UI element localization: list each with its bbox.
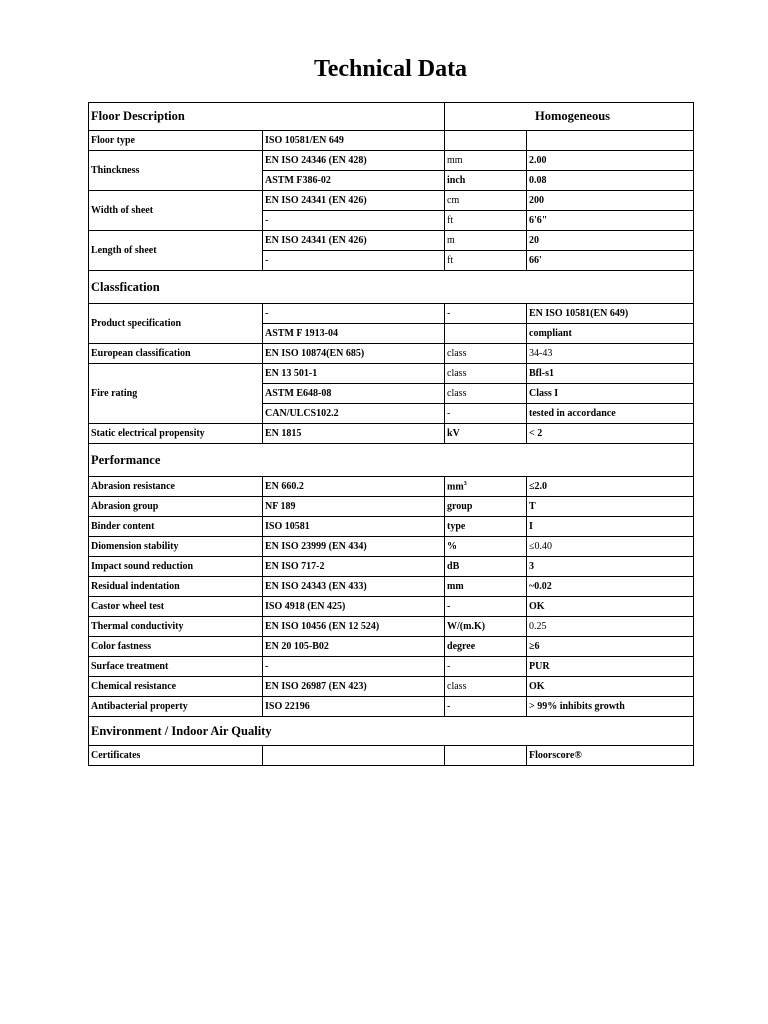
floor-description-label: Floor Description (89, 103, 445, 131)
row-unit: dB (445, 557, 527, 577)
row-value: ~0.02 (527, 577, 694, 597)
row-standard: ASTM F386-02 (263, 171, 445, 191)
table-row (89, 677, 694, 697)
row-unit: % (445, 537, 527, 557)
row-unit: cm (445, 191, 527, 211)
row-value: PUR (527, 657, 694, 677)
row-value: EN ISO 10581(EN 649) (527, 304, 694, 324)
row-standard: EN ISO 24341 (EN 426) (263, 191, 445, 211)
table-row (89, 424, 694, 444)
table-row (89, 131, 694, 151)
section-title-performance: Performance (89, 444, 694, 477)
row-value: > 99% inhibits growth (527, 697, 694, 717)
table-row (89, 517, 694, 537)
row-unit: - (445, 697, 527, 717)
row-label: Fire rating (89, 364, 263, 424)
row-label: Residual indentation (89, 577, 263, 597)
table-row (89, 617, 694, 637)
row-unit: degree (445, 637, 527, 657)
section-header-row (89, 444, 694, 477)
row-unit: mm (445, 577, 527, 597)
row-label: Castor wheel test (89, 597, 263, 617)
row-unit (445, 746, 527, 766)
row-value: 20 (527, 231, 694, 251)
row-label: Product specification (89, 304, 263, 344)
row-value: ≤2.0 (527, 477, 694, 497)
row-standard: ISO 10581 (263, 517, 445, 537)
table-header-row (89, 103, 694, 131)
row-standard: ISO 4918 (EN 425) (263, 597, 445, 617)
row-standard: EN 13 501-1 (263, 364, 445, 384)
row-unit: ft (445, 211, 527, 231)
row-standard: EN 660.2 (263, 477, 445, 497)
row-value: ≤0.40 (527, 537, 694, 557)
row-unit (445, 131, 527, 151)
row-value: 3 (527, 557, 694, 577)
table-row (89, 191, 694, 211)
row-label: European classification (89, 344, 263, 364)
row-value: OK (527, 677, 694, 697)
table-row (89, 344, 694, 364)
row-unit: - (445, 597, 527, 617)
table-row (89, 746, 694, 766)
row-unit: W/(m.K) (445, 617, 527, 637)
unit-text: mm (447, 481, 464, 493)
row-standard: CAN/ULCS102.2 (263, 404, 445, 424)
table-row (89, 697, 694, 717)
row-unit: class (445, 344, 527, 364)
section-header-row (89, 717, 694, 746)
section-title-classification: Classfication (89, 271, 694, 304)
unit-superscript: 3 (463, 480, 467, 487)
row-value: 66' (527, 251, 694, 271)
row-label: Chemical resistance (89, 677, 263, 697)
row-standard: EN ISO 24346 (EN 428) (263, 151, 445, 171)
row-unit: m (445, 231, 527, 251)
row-value: Bfl-s1 (527, 364, 694, 384)
row-unit (445, 477, 527, 497)
row-standard: EN ISO 26987 (EN 423) (263, 677, 445, 697)
row-standard: NF 189 (263, 497, 445, 517)
row-label: Thermal conductivity (89, 617, 263, 637)
row-value: 34-43 (527, 344, 694, 364)
row-standard: ASTM E648-08 (263, 384, 445, 404)
table-row (89, 304, 694, 324)
row-unit: class (445, 677, 527, 697)
row-label: Thinckness (89, 151, 263, 191)
row-label: Diomension stability (89, 537, 263, 557)
row-label: Length of sheet (89, 231, 263, 271)
row-standard: - (263, 211, 445, 231)
row-unit: class (445, 364, 527, 384)
page-title: Technical Data (313, 56, 468, 82)
table-row (89, 537, 694, 557)
row-unit: type (445, 517, 527, 537)
row-label: Color fastness (89, 637, 263, 657)
row-standard: - (263, 304, 445, 324)
row-value: 0.25 (527, 617, 694, 637)
row-value: ≥6 (527, 637, 694, 657)
row-value: 2.00 (527, 151, 694, 171)
row-unit: - (445, 657, 527, 677)
row-value: < 2 (527, 424, 694, 444)
row-label: Static electrical propensity (89, 424, 263, 444)
section-title-environment: Environment / Indoor Air Quality (89, 717, 694, 746)
table-row (89, 497, 694, 517)
row-standard: EN ISO 717-2 (263, 557, 445, 577)
table-row (89, 597, 694, 617)
row-label: Floor type (89, 131, 263, 151)
row-unit (445, 324, 527, 344)
row-label: Impact sound reduction (89, 557, 263, 577)
row-unit: inch (445, 171, 527, 191)
row-standard (263, 746, 445, 766)
row-standard: - (263, 251, 445, 271)
row-label: Binder content (89, 517, 263, 537)
row-standard: EN ISO 24341 (EN 426) (263, 231, 445, 251)
row-standard: EN ISO 24343 (EN 433) (263, 577, 445, 597)
row-label: Width of sheet (89, 191, 263, 231)
row-value: T (527, 497, 694, 517)
row-standard: EN 1815 (263, 424, 445, 444)
row-unit: class (445, 384, 527, 404)
row-value (527, 131, 694, 151)
section-header-row (89, 271, 694, 304)
technical-data-table (88, 102, 694, 766)
row-value: OK (527, 597, 694, 617)
table-row (89, 577, 694, 597)
table-row (89, 231, 694, 251)
row-standard: EN ISO 10874(EN 685) (263, 344, 445, 364)
table-row (89, 151, 694, 171)
row-value: I (527, 517, 694, 537)
row-value: compliant (527, 324, 694, 344)
row-standard: - (263, 657, 445, 677)
row-label: Surface treatment (89, 657, 263, 677)
row-value: 0.08 (527, 171, 694, 191)
row-standard: EN ISO 10456 (EN 12 524) (263, 617, 445, 637)
row-standard: ISO 22196 (263, 697, 445, 717)
row-standard: ASTM F 1913-04 (263, 324, 445, 344)
row-label: Antibacterial property (89, 697, 263, 717)
row-standard: EN 20 105-B02 (263, 637, 445, 657)
row-value: 6'6" (527, 211, 694, 231)
row-label: Certificates (89, 746, 263, 766)
row-unit: mm (445, 151, 527, 171)
row-unit: kV (445, 424, 527, 444)
row-value: 200 (527, 191, 694, 211)
table-row (89, 637, 694, 657)
table-row (89, 477, 694, 497)
row-label: Abrasion resistance (89, 477, 263, 497)
row-value: tested in accordance (527, 404, 694, 424)
table-row (89, 657, 694, 677)
row-standard: EN ISO 23999 (EN 434) (263, 537, 445, 557)
row-unit: ft (445, 251, 527, 271)
row-value: Class I (527, 384, 694, 404)
table-row (89, 557, 694, 577)
row-standard: ISO 10581/EN 649 (263, 131, 445, 151)
row-unit: group (445, 497, 527, 517)
row-label: Abrasion group (89, 497, 263, 517)
row-unit: - (445, 404, 527, 424)
table-row (89, 364, 694, 384)
floor-description-value: Homogeneous (445, 103, 694, 131)
row-unit: - (445, 304, 527, 324)
row-value: Floorscore® (527, 746, 694, 766)
